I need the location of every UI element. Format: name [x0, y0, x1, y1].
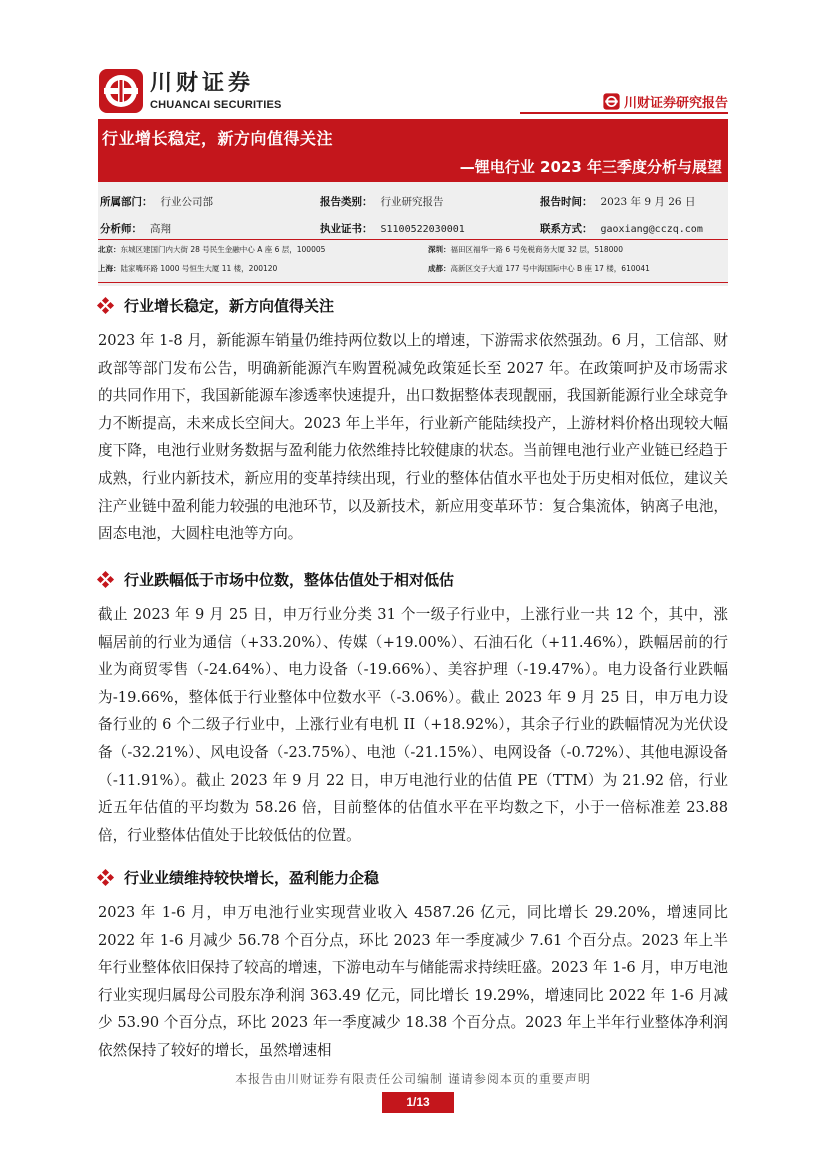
- analyst-field: [100, 221, 171, 236]
- section-title: 行业业绩维持较快增长，盈利能力企稳: [124, 869, 380, 887]
- report-time-label: 报告时间：: [540, 196, 593, 208]
- report-sub-title: —锂电行业 2023 年三季度分析与展望: [459, 158, 722, 176]
- report-meta: [98, 182, 728, 286]
- contact-field: [540, 221, 703, 236]
- report-type-field: [320, 194, 444, 209]
- license-label: 执业证书：: [320, 223, 373, 235]
- shenzhen-value: 福田区福华一路 6 号免税商务大厦 32 层，518000: [450, 245, 623, 254]
- chengdu-label: 成都：: [428, 264, 451, 273]
- report-type-value: 行业研究报告: [380, 196, 444, 208]
- title-banner: [98, 119, 728, 182]
- report-time-value: 2023 年 9 月 26 日: [600, 196, 696, 208]
- page-number: 1/13: [382, 1092, 454, 1113]
- logo-english-name: CHUANCAI SECURITIES: [150, 99, 282, 111]
- report-main-title: 行业增长稳定，新方向值得关注: [102, 129, 334, 148]
- brand-mini-logo-icon: [603, 93, 620, 110]
- chengdu-value: 高新区交子大道 177 号中海国际中心 B 座 17 楼，610041: [450, 264, 650, 273]
- diamond-bullet-icon: [98, 572, 114, 588]
- analyst-label: 分析师：: [100, 223, 142, 235]
- section-heading-3: [98, 867, 379, 888]
- section-title: 行业跌幅低于市场中位数，整体估值处于相对低估: [124, 571, 455, 589]
- contact-label: 联系方式：: [540, 223, 593, 235]
- license-value: S1100522030001: [380, 224, 465, 235]
- section-title: 行业增长稳定，新方向值得关注: [124, 297, 335, 315]
- report-type-label: 报告类别：: [320, 196, 373, 208]
- report-brand-label: 川财证券研究报告: [623, 96, 728, 111]
- company-logo: [98, 68, 282, 114]
- department-value: 行业公司部: [160, 196, 213, 208]
- diamond-bullet-icon: [98, 870, 114, 886]
- footer-disclaimer: 本报告由川财证券有限责任公司编制 谨请参阅本页的重要声明: [235, 1072, 591, 1086]
- address-shanghai: [98, 263, 277, 274]
- address-chengdu: [428, 263, 650, 274]
- shenzhen-label: 深圳：: [428, 245, 451, 254]
- header-rule: [520, 112, 728, 114]
- beijing-value: 东城区建国门内大街 28 号民生金融中心 A 座 6 层，100005: [120, 245, 326, 254]
- contact-email[interactable]: gaoxiang@cczq.com: [600, 224, 703, 235]
- beijing-label: 北京：: [98, 245, 121, 254]
- section-heading-1: [98, 295, 334, 316]
- shanghai-label: 上海：: [98, 264, 121, 273]
- report-brand: [603, 92, 728, 111]
- shanghai-value: 陆家嘴环路 1000 号恒生大厦 11 楼，200120: [120, 264, 278, 273]
- analyst-value: 高翔: [150, 223, 171, 235]
- department-field: [100, 194, 213, 209]
- address-shenzhen: [428, 244, 623, 255]
- report-time-field: [540, 194, 695, 209]
- department-label: 所属部门：: [100, 196, 153, 208]
- section-body-1: 2023 年 1-8 月，新能源车销量仍维持两位数以上的增速，下游需求依然强劲。6 月，工信部、财政部等部门发布公告，明确新能源汽车购置税减免政策延长至 2027 年。在政策呵护及市场需求的共同作用下，我国新能源车渗透率快速提升，出口数据整体表现靓丽，我国新能源行业全球竞争力不断提高，未来成长空间大。2023 年上半年，行业新产能陆续投产，上游材料价格出现较大幅度下降，电池行业财务数据与盈利能力依然维持比较健康的状态。当前锂电池行业产业链已经趋于成熟，行业内新技术，新应用的变革持续出现，行业的整体估值水平也处于历史相对低位，建议关注产业链中盈利能力较强的电池环节，以及新技术，新应用变革环节：复合集流体，钠离子电池，固态电池，大圆柱电池等方向。: [98, 332, 728, 543]
- diamond-bullet-icon: [98, 298, 114, 314]
- license-field: [320, 221, 465, 236]
- section-heading-2: [98, 569, 454, 590]
- meta-divider: [98, 239, 728, 240]
- section-body-2: 截止 2023 年 9 月 25 日，申万行业分类 31 个一级子行业中，上涨行业一共 12 个，其中，涨幅居前的行业为通信（+33.20%）、传媒（+19.00%）、石油石化（+11.46%），跌幅居前的行业为商贸零售（-24.64%）、电力设备（-19.66%）、美容护理（-19.47%）。电力设备行业跌幅为-19.66%，整体低于行业整体中位数水平（-3.06%）。截止 2023 年 9 月 25 日，申万电力设备行业的 6 个二级子行业中，上涨行业有电机 II（+18.92%），其余子行业的跌幅情况为光伏设备（-32.21%）、风电设备（-23.75%）、电池（-21.15%）、电网设备（-0.72%）、其他电源设备（-11.91%）。截止 2023 年 9 月 22 日，申万电池行业的估值 PE（TTM）为 21.92 倍，行业近五年估值的平均数为 58.26 倍，目前整体的估值水平在平均数之下，小于一倍标准差 23.88 倍，行业整体估值处于比较低估的位置。: [98, 606, 728, 844]
- logo-chinese-name: 川财证券: [150, 71, 255, 96]
- address-beijing: [98, 244, 325, 255]
- meta-bottom-divider: [98, 282, 728, 283]
- chuancai-logo-icon: [98, 68, 144, 114]
- section-body-3: 2023 年 1-6 月，申万电池行业实现营业收入 4587.26 亿元，同比增长 29.20%，增速同比 2022 年 1-6 月减少 56.78 个百分点，环比 2023 年一季度减少 7.61 个百分点。2023 年上半年行业整体依旧保持了较高的增速，下游电动车与储能需求持续旺盛。2023 年 1-6 月，申万电池行业实现归属母公司股东净利润 363.49 亿元，同比增长 19.29%，增速同比 2022 年 1-6 月减少 53.90 个百分点，环比 2023 年一季度减少 18.38 个百分点。2023 年上半年行业整体净利润依然保持了较好的增长，虽然增速相: [98, 904, 728, 1059]
